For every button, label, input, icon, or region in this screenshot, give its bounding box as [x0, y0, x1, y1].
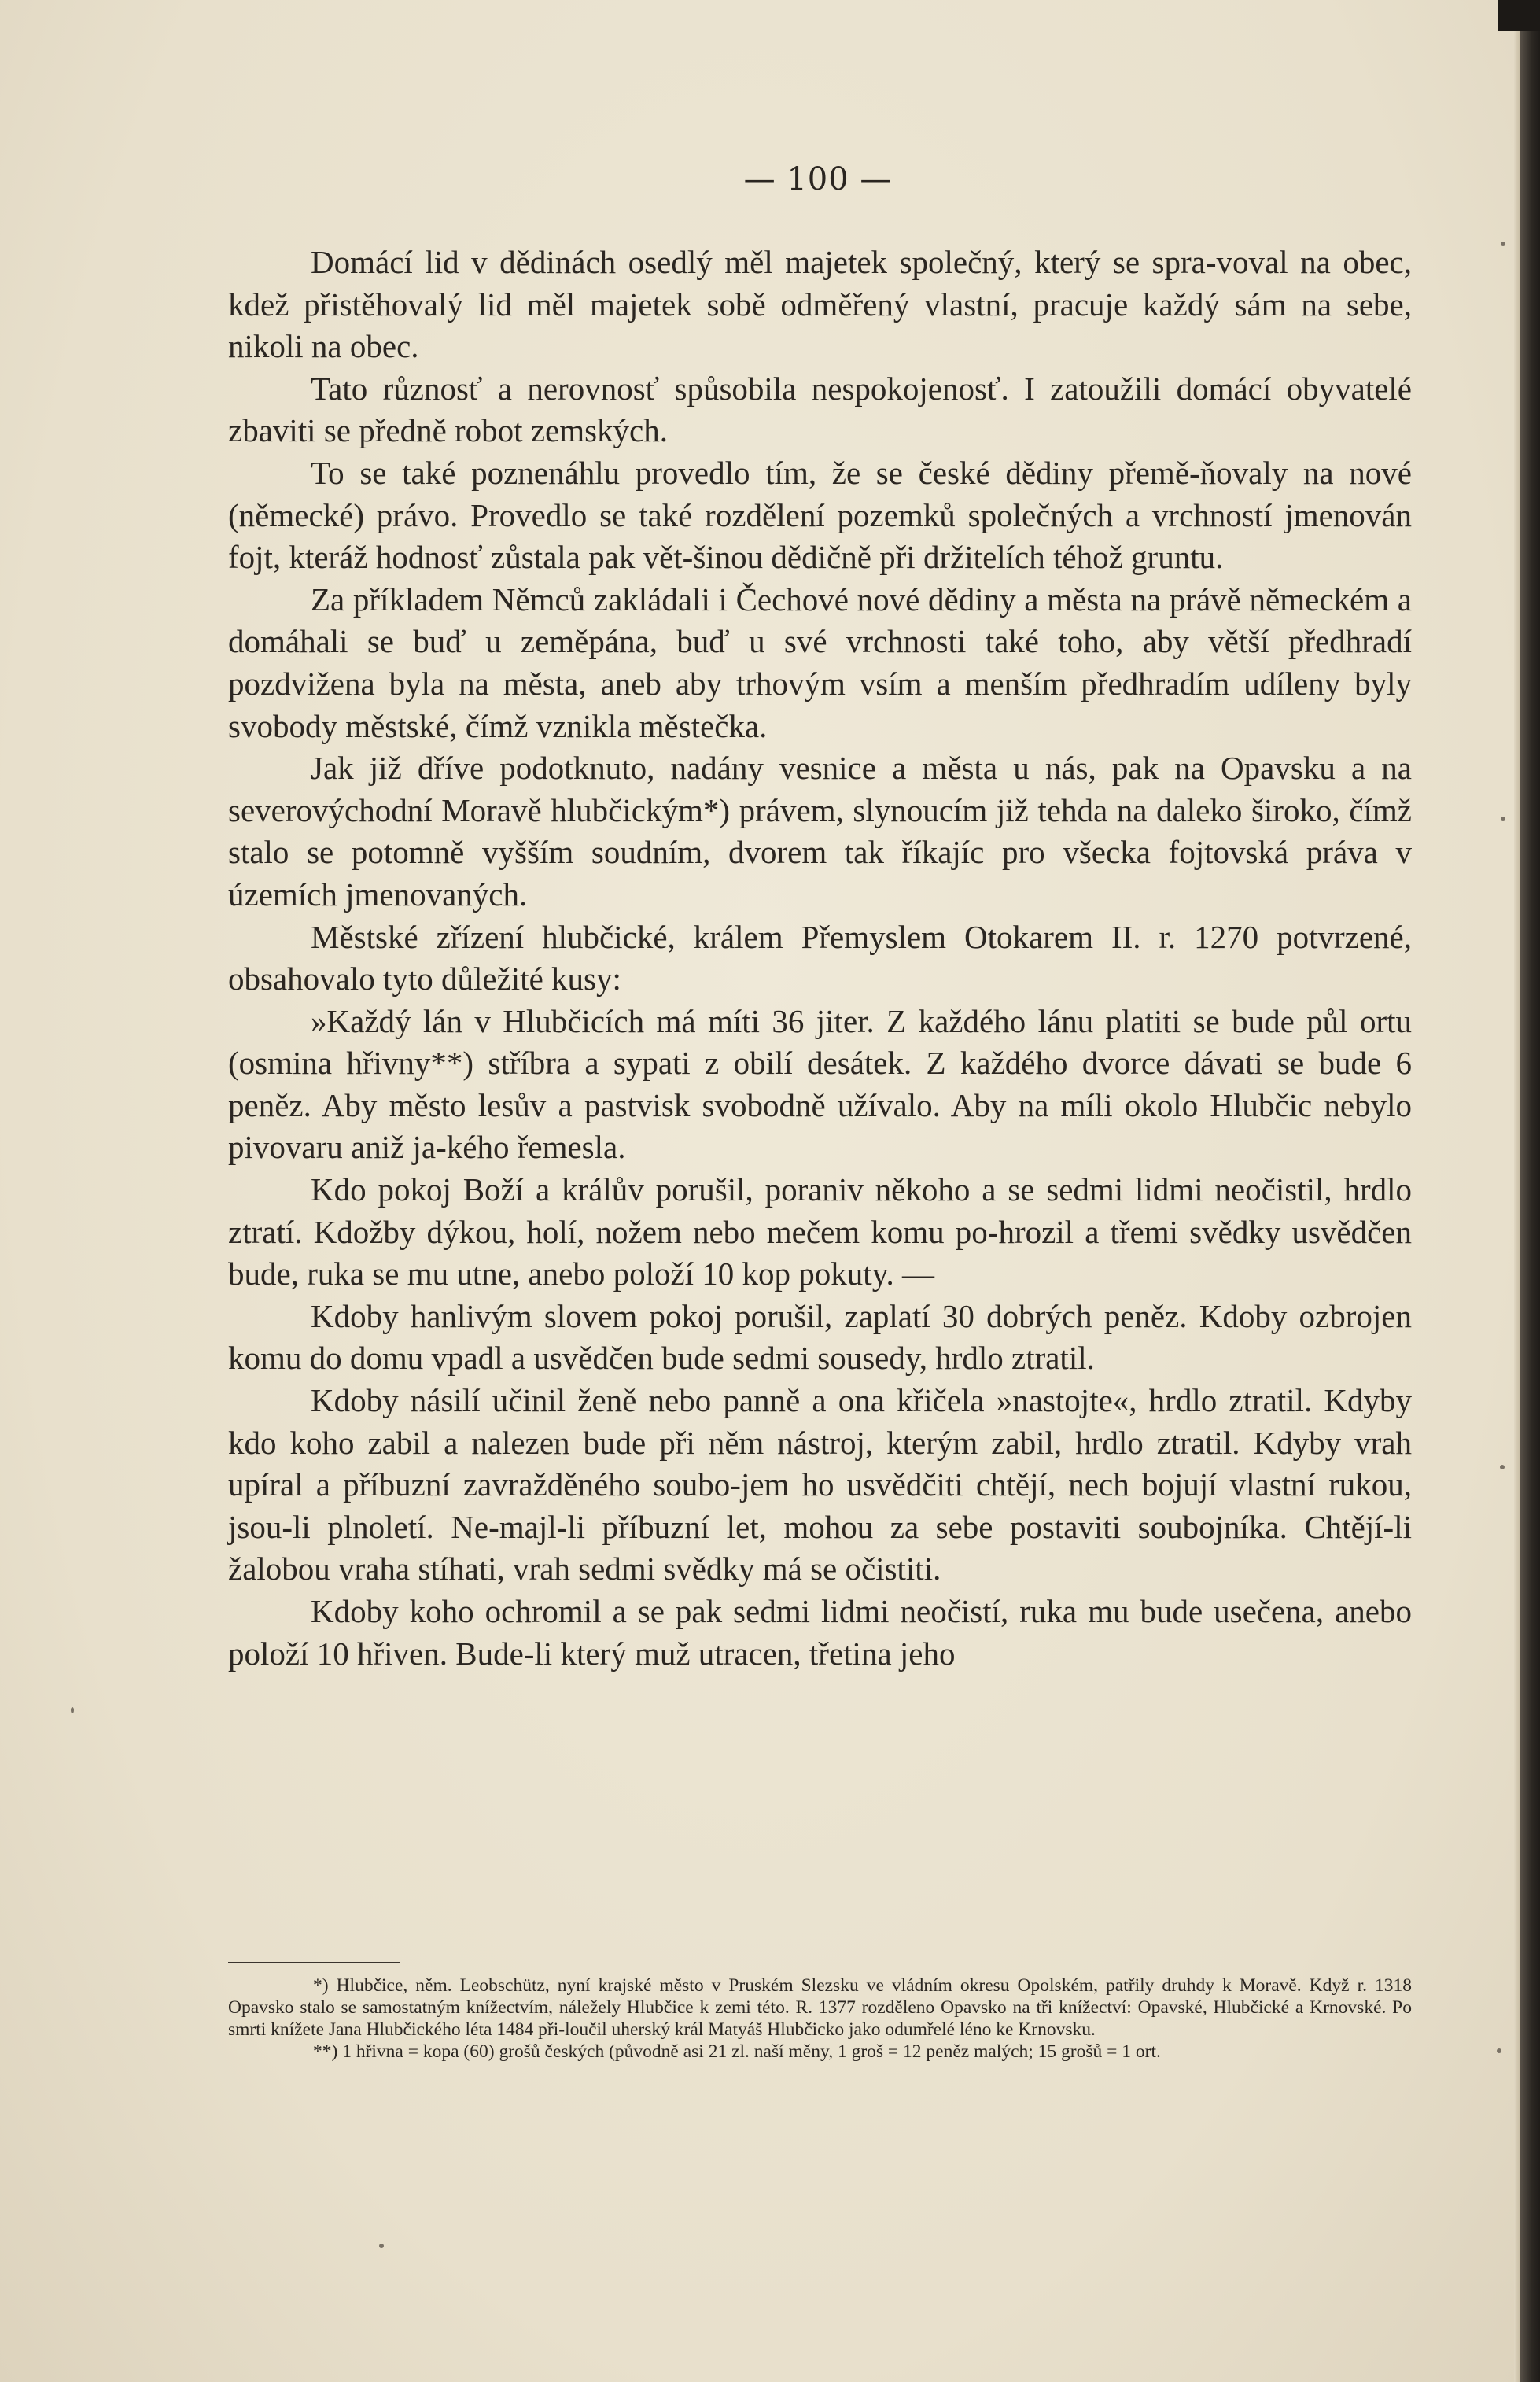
book-edge — [1520, 0, 1540, 2382]
paragraph-4: Za příkladem Němců zakládali i Čechové nové dědiny a města na právě německém a domáhali se buď u zeměpána, buď u své vrchnosti také toho, aby větší předhradí pozdvižena byla na města, aneb aby trhovým vsím a menším předhradím udíleny byly svobody městské, čímž vznikla městečka. — [228, 581, 1412, 744]
footnotes — [228, 1975, 1412, 2063]
speck-mark — [1497, 2048, 1501, 2053]
paragraph-9: Kdoby hanlivým slovem pokoj porušil, zaplatí 30 dobrých peněz. Kdoby ozbrojen komu do domu vpadl a usvědčen bude sedmi sousedy, hrdlo ztratil. — [228, 1297, 1412, 1377]
paragraph-1: Domácí lid v dědinách osedlý měl majetek společný, který se spra-voval na obec, kdež přistěhovalý lid měl majetek sobě odměřený vlastní, pracuje každý sám na sebe, nikoli na obec. — [228, 244, 1412, 365]
footnote-divider — [228, 1962, 400, 1963]
speck-mark — [379, 2244, 384, 2248]
main-text — [228, 242, 1412, 1675]
paragraph-3: To se také poznenáhlu provedlo tím, že se české dědiny přemě-ňovaly na nové (německé) právo. Provedlo se také rozdělení pozemků společných a vrchností jmenován fojt, kteráž hodnosť zůstala pak vět-šinou dědičně při držitelích téhož gruntu. — [228, 454, 1412, 576]
speck-mark — [1501, 817, 1505, 821]
speck-mark — [1500, 1465, 1505, 1469]
speck-mark — [71, 1707, 74, 1713]
paragraph-8: Kdo pokoj Boží a králův porušil, poraniv někoho a se sedmi lidmi neočistil, hrdlo ztratí. Kdožby dýkou, holí, nožem nebo mečem komu po-hrozil a třemi svědky usvědčen bude, ruka se mu utne, anebo položí 10 kop pokuty. — — [228, 1171, 1412, 1292]
paragraph-6: Městské zřízení hlubčické, králem Přemyslem Otokarem II. r. 1270 potvrzené, obsahovalo tyto důležité kusy: — [228, 918, 1412, 997]
footnote-2: **) 1 hřivna = kopa (60) grošů českých (původně asi 21 zl. naší měny, 1 groš = 12 peněz malých; 15 grošů = 1 ort. — [313, 2041, 1161, 2062]
paragraph-5: Jak již dříve podotknuto, nadány vesnice a města u nás, pak na Opavsku a na severovýchodní Moravě hlubčickým*) právem, slynoucím již tehda na daleko široko, čímž stalo se potomně vyšším soudním, dvorem tak říkajíc pro všecka fojtovská práva v územích jmenovaných. — [228, 750, 1412, 913]
paragraph-2: Tato různosť a nerovnosť spůsobila nespokojenosť. I zatoužili domácí obyvatelé zbaviti se předně robot zemských. — [228, 370, 1412, 449]
paragraph-10: Kdoby násilí učinil ženě nebo panně a ona křičela »nastojte«, hrdlo ztratil. Kdyby kdo koho zabil a nalezen bude při něm nástroj, kterým zabil, hrdlo ztratil. Kdyby vrah upíral a příbuzní zavražděného soubo-jem ho usvědčiti chtějí, nech bojují vlastní rukou, jsou-li plnoletí. Ne-majl-li příbuzní let, mohou za sebe postaviti soubojníka. Chtějí-li žalobou vraha stíhati, vrah sedmi svědky má se očistiti. — [228, 1382, 1412, 1587]
paragraph-7: »Každý lán v Hlubčicích má míti 36 jiter. Z každého lánu platiti se bude půl ortu (osmina hřivny**) stříbra a sypati z obilí desátek. Z každého dvorce dávati se bude 6 peněz. Aby město lesův a pastvisk svobodně užívalo. Aby na míli okolo Hlubčic nebylo pivovaru aniž ja-kého řemesla. — [228, 1002, 1412, 1166]
footnote-1: *) Hlubčice, něm. Leobschütz, nyní krajské město v Pruském Slezsku ve vládním okresu Opolském, patřily druhdy k Moravě. Když r. 1318 Opavsko stalo se samostatným knížectvím, náležely Hlubčice k zemi této. R. 1377 rozděleno Opavsko na tři knížectví: Opavské, Hlubčické a Krnovské. Po smrti knížete Jana Hlubčického léta 1484 při-loučil uherský král Matyáš Hlubčicko jako odumřelé léno ke Krnovsku. — [228, 1975, 1412, 2040]
page-number: — 100 — — [743, 161, 893, 197]
paragraph-11: Kdoby koho ochromil a se pak sedmi lidmi neočistí, ruka mu bude usečena, anebo položí 10 hřiven. Bude-li který muž utracen, třetina jeho — [228, 1593, 1412, 1672]
speck-mark — [1501, 242, 1505, 246]
scan-corner — [1498, 0, 1540, 31]
page-gutter-edge — [1514, 31, 1520, 2382]
